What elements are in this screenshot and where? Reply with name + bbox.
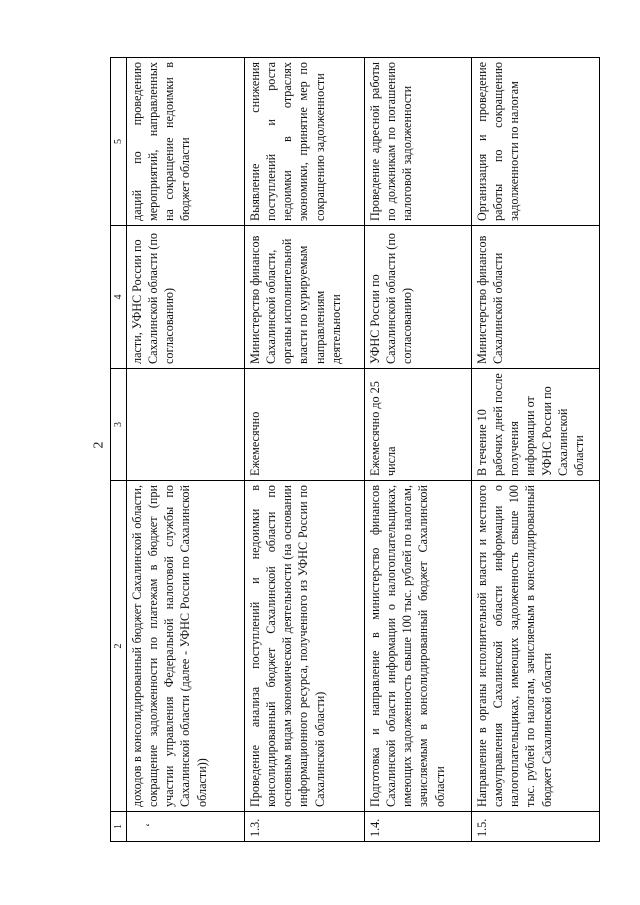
header-col-1: 1	[111, 812, 127, 842]
header-col-4: 4	[111, 226, 127, 369]
plan-table	[110, 57, 600, 842]
executor: Министерство финансов Сахалинской области	[472, 226, 600, 369]
expected-result: Организация и проведение работы по сокращению задолженности по налогам	[472, 58, 600, 226]
table-container	[110, 58, 597, 842]
expected-result: Выявление снижения поступлений и роста недоимки в отраслях экономики, принятие мер по сокращению задолженности	[245, 58, 365, 226]
table-row	[245, 58, 365, 842]
expected-result: Проведение адресной работы по должникам по погашению налоговой задолженности	[365, 58, 472, 226]
row-number: 1.5.	[472, 812, 600, 842]
header-col-3: 3	[111, 369, 127, 481]
table-row	[472, 58, 600, 842]
measure-description: Направление в органы исполнительной власти и местного самоуправления Сахалинской области информации о налогоплательщиках, имеющих задолженность свыше 100 тыс. рублей по налогам, зачисляемым в консолидированный бюджет Сахалинской области	[472, 481, 600, 812]
page-number: 2	[91, 441, 107, 449]
header-col-5: 5	[111, 58, 127, 226]
measure-description: Подготовка и направление в министерство финансов Сахалинской области информации о налогоплательщиках, имеющих задолженность свыше 100 тыс. рублей по налогам, зачисляемым в консолидированный бюджет Сахалинской области	[365, 481, 472, 812]
scan-mark: ‘	[143, 823, 158, 827]
period	[127, 369, 245, 481]
executor: Министерство финансов Сахалинской области, органы исполнительной власти по курируемым направлениям деятельности	[245, 226, 365, 369]
table-row	[365, 58, 472, 842]
header-col-2: 2	[111, 481, 127, 812]
row-number: 1.3.	[245, 812, 365, 842]
measure-description: доходов в консолидированный бюджет Сахалинской области, сокращение задолженности по платежам в бюджет (при участии управления Федеральной налоговой службы по Сахалинской области (далее - УФНС России по Сахалинской области))	[127, 481, 245, 812]
table-row	[127, 58, 245, 842]
executor: ласти, УФНС России по Сахалинской области (по согласованию)	[127, 226, 245, 369]
row-number	[127, 812, 245, 842]
period: Ежемесячно до 25 числа	[365, 369, 472, 481]
measure-description: Проведение анализа поступлений и недоимки в консолидированный бюджет Сахалинской области по основным видам экономической деятельности (на основании информационного ресурса, полученного из УФНС России по Сахалинской области)	[245, 481, 365, 812]
row-number: 1.4.	[365, 812, 472, 842]
period: Ежемесячно	[245, 369, 365, 481]
executor: УФНС России по Сахалинской области (по согласованию)	[365, 226, 472, 369]
header-row	[111, 58, 127, 842]
period: В течение 10 рабочих дней после получения информации от УФНС России по Сахалинской области	[472, 369, 600, 481]
rotated-page	[110, 58, 597, 842]
expected-result: даций по проведению мероприятий, направленных на сокращение недоимки в бюджет области	[127, 58, 245, 226]
